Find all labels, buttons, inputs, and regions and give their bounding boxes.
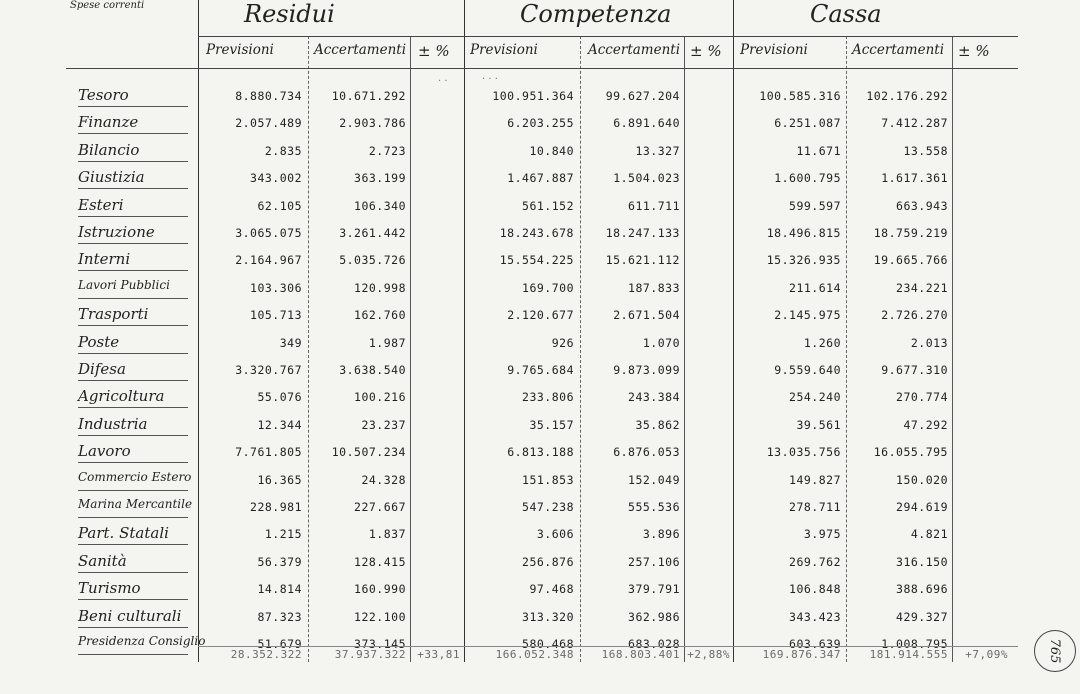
row-underline [78,462,188,463]
total-comp-accertamenti: 168.803.401 [601,648,680,661]
total-residui-previsioni: 28.352.322 [230,648,302,661]
cell-residui-accertamenti: 122.100 [354,609,406,624]
cell-residui-accertamenti: 5.035.726 [339,253,406,268]
cell-residui-previsioni: 8.880.734 [235,89,302,103]
cell-cassa-previsioni: 9.559.640 [774,363,841,377]
cell-cassa-accertamenti: 1.008.795 [881,637,948,651]
table-row [0,82,1030,110]
cell-comp-previsioni: 6.203.255 [507,116,574,131]
cell-residui-previsioni: 2.164.967 [235,253,302,268]
cell-comp-previsioni: 35.157 [529,417,574,432]
cell-cassa-previsioni: 100.585.316 [759,89,841,103]
table-row [0,274,1030,302]
cell-comp-accertamenti: 6.891.640 [613,116,680,131]
cell-residui-previsioni: 2.835 [264,143,302,158]
cell-cassa-previsioni: 211.614 [789,280,841,295]
cell-residui-previsioni: 16.365 [257,472,302,487]
row-underline [78,161,188,162]
cell-cassa-previsioni: 343.423 [789,609,841,624]
row-label: Poste [78,332,120,351]
row-underline [78,407,188,408]
row-underline [78,325,188,326]
cell-cassa-previsioni: 13.035.756 [766,445,841,460]
cell-residui-accertamenti: 3.261.442 [339,226,406,240]
cell-comp-previsioni: 547.238 [522,500,574,514]
row-underline [78,572,188,573]
cell-residui-previsioni: 343.002 [250,171,302,186]
table-row [0,520,1030,548]
cell-cassa-previsioni: 2.145.975 [774,308,841,323]
cell-cassa-accertamenti: 663.943 [896,198,948,213]
cell-cassa-previsioni: 254.240 [789,390,841,405]
cell-comp-accertamenti: 13.327 [635,143,680,158]
table-row [0,192,1030,220]
cell-residui-previsioni: 349 [279,335,302,350]
row-underline [78,627,188,628]
cell-cassa-accertamenti: 316.150 [896,554,948,569]
sub-cassa-previsioni: Previsioni [740,42,808,58]
row-label: Esteri [78,195,124,214]
table-row [0,356,1030,384]
row-label: Industria [78,414,148,433]
cell-cassa-previsioni: 1.600.795 [774,171,841,186]
sub-cassa-percent: ± % [958,42,990,60]
row-label: Agricoltura [78,387,165,406]
row-underline [78,133,188,134]
group-cassa: Cassa [810,0,882,28]
table-row [0,137,1030,165]
cell-comp-accertamenti: 243.384 [628,390,680,405]
cell-comp-previsioni: 580.468 [522,637,574,651]
cell-comp-previsioni: 169.700 [522,280,574,295]
rule-header-top [198,36,1018,37]
cell-cassa-accertamenti: 13.558 [903,143,948,158]
pencil-mark: · · [438,76,448,87]
cell-residui-previsioni: 228.981 [250,500,302,514]
cell-comp-accertamenti: 379.791 [628,582,680,597]
cell-comp-previsioni: 9.765.684 [507,363,574,377]
row-label: Presidenza Consiglio [78,634,206,648]
row-underline [78,380,188,381]
total-cassa-percent: +7,09% [965,648,1008,661]
cell-cassa-accertamenti: 2.013 [910,335,948,350]
cell-comp-accertamenti: 2.671.504 [613,308,680,323]
cell-residui-previsioni: 7.761.805 [235,445,302,460]
row-underline [78,216,188,217]
table-row [0,548,1030,576]
cell-residui-accertamenti: 100.216 [354,390,406,405]
cell-comp-accertamenti: 555.536 [628,500,680,514]
cell-comp-accertamenti: 152.049 [628,472,680,487]
cell-residui-accertamenti: 1.987 [368,335,406,350]
cell-comp-previsioni: 256.876 [522,554,574,569]
row-underline [78,544,188,545]
cell-cassa-accertamenti: 429.327 [896,609,948,624]
cell-cassa-accertamenti: 388.696 [896,582,948,597]
cell-comp-accertamenti: 362.986 [628,609,680,624]
cell-cassa-accertamenti: 234.221 [896,280,948,295]
row-underline [78,599,188,600]
total-residui-percent: +33,81 [417,648,460,661]
row-label: Giustizia [78,168,145,187]
cell-comp-previsioni: 1.467.887 [507,171,574,186]
cell-residui-accertamenti: 160.990 [354,582,406,597]
cell-cassa-accertamenti: 4.821 [910,527,948,542]
cell-comp-previsioni: 15.554.225 [499,253,574,268]
cell-residui-previsioni: 103.306 [250,280,302,295]
table-row [0,329,1030,357]
cell-residui-previsioni: 87.323 [257,609,302,624]
cell-cassa-accertamenti: 19.665.766 [873,253,948,268]
total-comp-previsioni: 166.052.348 [495,648,574,661]
cell-residui-accertamenti: 106.340 [354,198,406,213]
pencil-mark: · · · [482,74,498,85]
sub-cassa-accertamenti: Accertamenti [852,42,945,58]
cell-residui-accertamenti: 128.415 [354,554,406,569]
cell-residui-accertamenti: 227.667 [354,500,406,514]
cell-comp-previsioni: 151.853 [522,472,574,487]
cell-cassa-previsioni: 39.561 [796,417,841,432]
cell-cassa-previsioni: 18.496.815 [766,226,841,240]
cell-residui-accertamenti: 1.837 [368,527,406,542]
row-label: Bilancio [78,140,140,159]
cell-comp-accertamenti: 187.833 [628,280,680,295]
cell-cassa-previsioni: 6.251.087 [774,116,841,131]
cell-comp-accertamenti: 1.504.023 [613,171,680,186]
cell-comp-previsioni: 6.813.188 [507,445,574,460]
cell-comp-previsioni: 100.951.364 [492,89,574,103]
row-label: Trasporti [78,305,149,324]
table-row [0,109,1030,137]
cell-comp-previsioni: 2.120.677 [507,308,574,323]
table-row [0,438,1030,466]
row-label: Marina Mercantile [78,497,193,511]
sub-residui-previsioni: Previsioni [206,42,274,58]
cell-residui-accertamenti: 162.760 [354,308,406,323]
cell-residui-accertamenti: 23.237 [361,417,406,432]
cell-comp-accertamenti: 3.896 [642,527,680,542]
rule-totals [198,646,1018,647]
page-stamp: 765 [1034,630,1076,672]
sub-comp-percent: ± % [690,42,722,60]
cell-comp-previsioni: 18.243.678 [499,226,574,240]
cell-cassa-accertamenti: 18.759.219 [873,226,948,240]
row-label: Part. Statali [78,524,169,543]
cell-comp-accertamenti: 35.862 [635,417,680,432]
cell-comp-accertamenti: 18.247.133 [605,226,680,240]
row-underline [78,490,188,491]
cell-cassa-previsioni: 106.848 [789,582,841,597]
cell-cassa-previsioni: 3.975 [803,527,841,542]
sub-comp-accertamenti: Accertamenti [588,42,681,58]
cell-cassa-previsioni: 1.260 [803,335,841,350]
row-underline [78,654,188,655]
group-competenza: Competenza [520,0,672,28]
row-label: Lavoro [78,442,131,461]
cell-comp-accertamenti: 99.627.204 [605,89,680,103]
table-row [0,603,1030,631]
sub-residui-accertamenti: Accertamenti [314,42,407,58]
cell-residui-previsioni: 56.379 [257,554,302,569]
table-row [0,246,1030,274]
cell-residui-previsioni: 51.679 [257,637,302,651]
cell-residui-accertamenti: 373.145 [354,637,406,651]
cell-residui-accertamenti: 363.199 [354,171,406,186]
cell-cassa-accertamenti: 7.412.287 [881,116,948,131]
row-label: Istruzione [78,223,155,241]
row-underline [78,298,188,299]
row-underline [78,188,188,189]
table-row [0,493,1030,521]
cell-residui-accertamenti: 24.328 [361,472,406,487]
row-label: Turismo [78,579,141,598]
cell-comp-previsioni: 3.606 [536,527,574,542]
row-label: Sanità [78,551,127,570]
cell-comp-accertamenti: 15.621.112 [605,253,680,268]
cell-comp-accertamenti: 1.070 [642,335,680,350]
cell-residui-previsioni: 1.215 [264,527,302,542]
row-label: Tesoro [78,86,129,104]
cell-cassa-previsioni: 599.597 [789,198,841,213]
cell-cassa-previsioni: 269.762 [789,554,841,569]
cell-cassa-accertamenti: 294.619 [896,500,948,514]
group-residui: Residui [244,0,335,28]
cell-residui-previsioni: 62.105 [257,198,302,213]
cell-residui-previsioni: 55.076 [257,390,302,405]
cell-cassa-accertamenti: 9.677.310 [881,363,948,377]
table-row [0,301,1030,329]
total-residui-accertamenti: 37.937.322 [334,648,406,661]
table-row [0,164,1030,192]
cell-residui-previsioni: 3.320.767 [235,363,302,377]
row-underline [78,435,188,436]
cell-residui-accertamenti: 2.903.786 [339,116,406,131]
cell-cassa-accertamenti: 102.176.292 [866,89,948,103]
cell-comp-accertamenti: 611.711 [628,198,680,213]
cell-residui-previsioni: 105.713 [250,308,302,323]
cell-comp-accertamenti: 257.106 [628,554,680,569]
row-underline [78,517,188,518]
row-label: Finanze [78,113,139,132]
cell-comp-accertamenti: 9.873.099 [613,363,680,377]
cell-cassa-accertamenti: 16.055.795 [873,445,948,460]
rule-header-bottom [66,68,1018,69]
cell-cassa-previsioni: 15.326.935 [766,253,841,268]
cell-cassa-accertamenti: 150.020 [896,472,948,487]
cell-residui-previsioni: 12.344 [257,417,302,432]
cell-cassa-accertamenti: 1.617.361 [881,171,948,186]
cell-residui-accertamenti: 10.507.234 [331,445,406,460]
cell-cassa-previsioni: 603.639 [789,637,841,651]
cell-comp-previsioni: 313.320 [522,609,574,624]
cell-comp-previsioni: 926 [551,335,574,350]
table-row [0,219,1030,247]
sub-comp-previsioni: Previsioni [470,42,538,58]
table-row [0,411,1030,439]
cell-cassa-previsioni: 11.671 [796,143,841,158]
row-underline [78,270,188,271]
cell-residui-previsioni: 2.057.489 [235,116,302,131]
cell-residui-previsioni: 14.814 [257,582,302,597]
row-underline [78,353,188,354]
cell-comp-accertamenti: 683.028 [628,637,680,651]
table-row [0,383,1030,411]
cell-comp-previsioni: 233.806 [522,390,574,405]
cell-residui-accertamenti: 2.723 [368,143,406,158]
cell-cassa-accertamenti: 270.774 [896,390,948,405]
cell-residui-previsioni: 3.065.075 [235,226,302,240]
cell-residui-accertamenti: 120.998 [354,280,406,295]
row-label: Interni [78,250,131,269]
cell-cassa-previsioni: 149.827 [789,472,841,487]
cell-residui-accertamenti: 3.638.540 [339,363,406,377]
sub-residui-percent: ± % [418,42,450,60]
corner-note: Spese correnti [70,0,145,11]
cell-comp-previsioni: 97.468 [529,582,574,597]
cell-cassa-accertamenti: 47.292 [903,417,948,432]
row-underline [78,243,188,244]
total-cassa-accertamenti: 181.914.555 [869,648,948,661]
cell-comp-previsioni: 561.152 [522,198,574,213]
row-label: Difesa [78,360,126,378]
row-label: Commercio Estero [78,469,192,484]
table-row [0,466,1030,494]
cell-cassa-accertamenti: 2.726.270 [881,308,948,323]
cell-comp-accertamenti: 6.876.053 [613,445,680,460]
row-label: Lavori Pubblici [78,277,170,292]
table-row [0,575,1030,603]
cell-cassa-previsioni: 278.711 [789,500,841,514]
total-cassa-previsioni: 169.876.347 [762,648,841,661]
cell-residui-accertamenti: 10.671.292 [331,89,406,103]
row-underline [78,106,188,107]
cell-comp-previsioni: 10.840 [529,143,574,158]
total-comp-percent: +2,88% [687,648,730,661]
row-label: Beni culturali [78,606,182,625]
